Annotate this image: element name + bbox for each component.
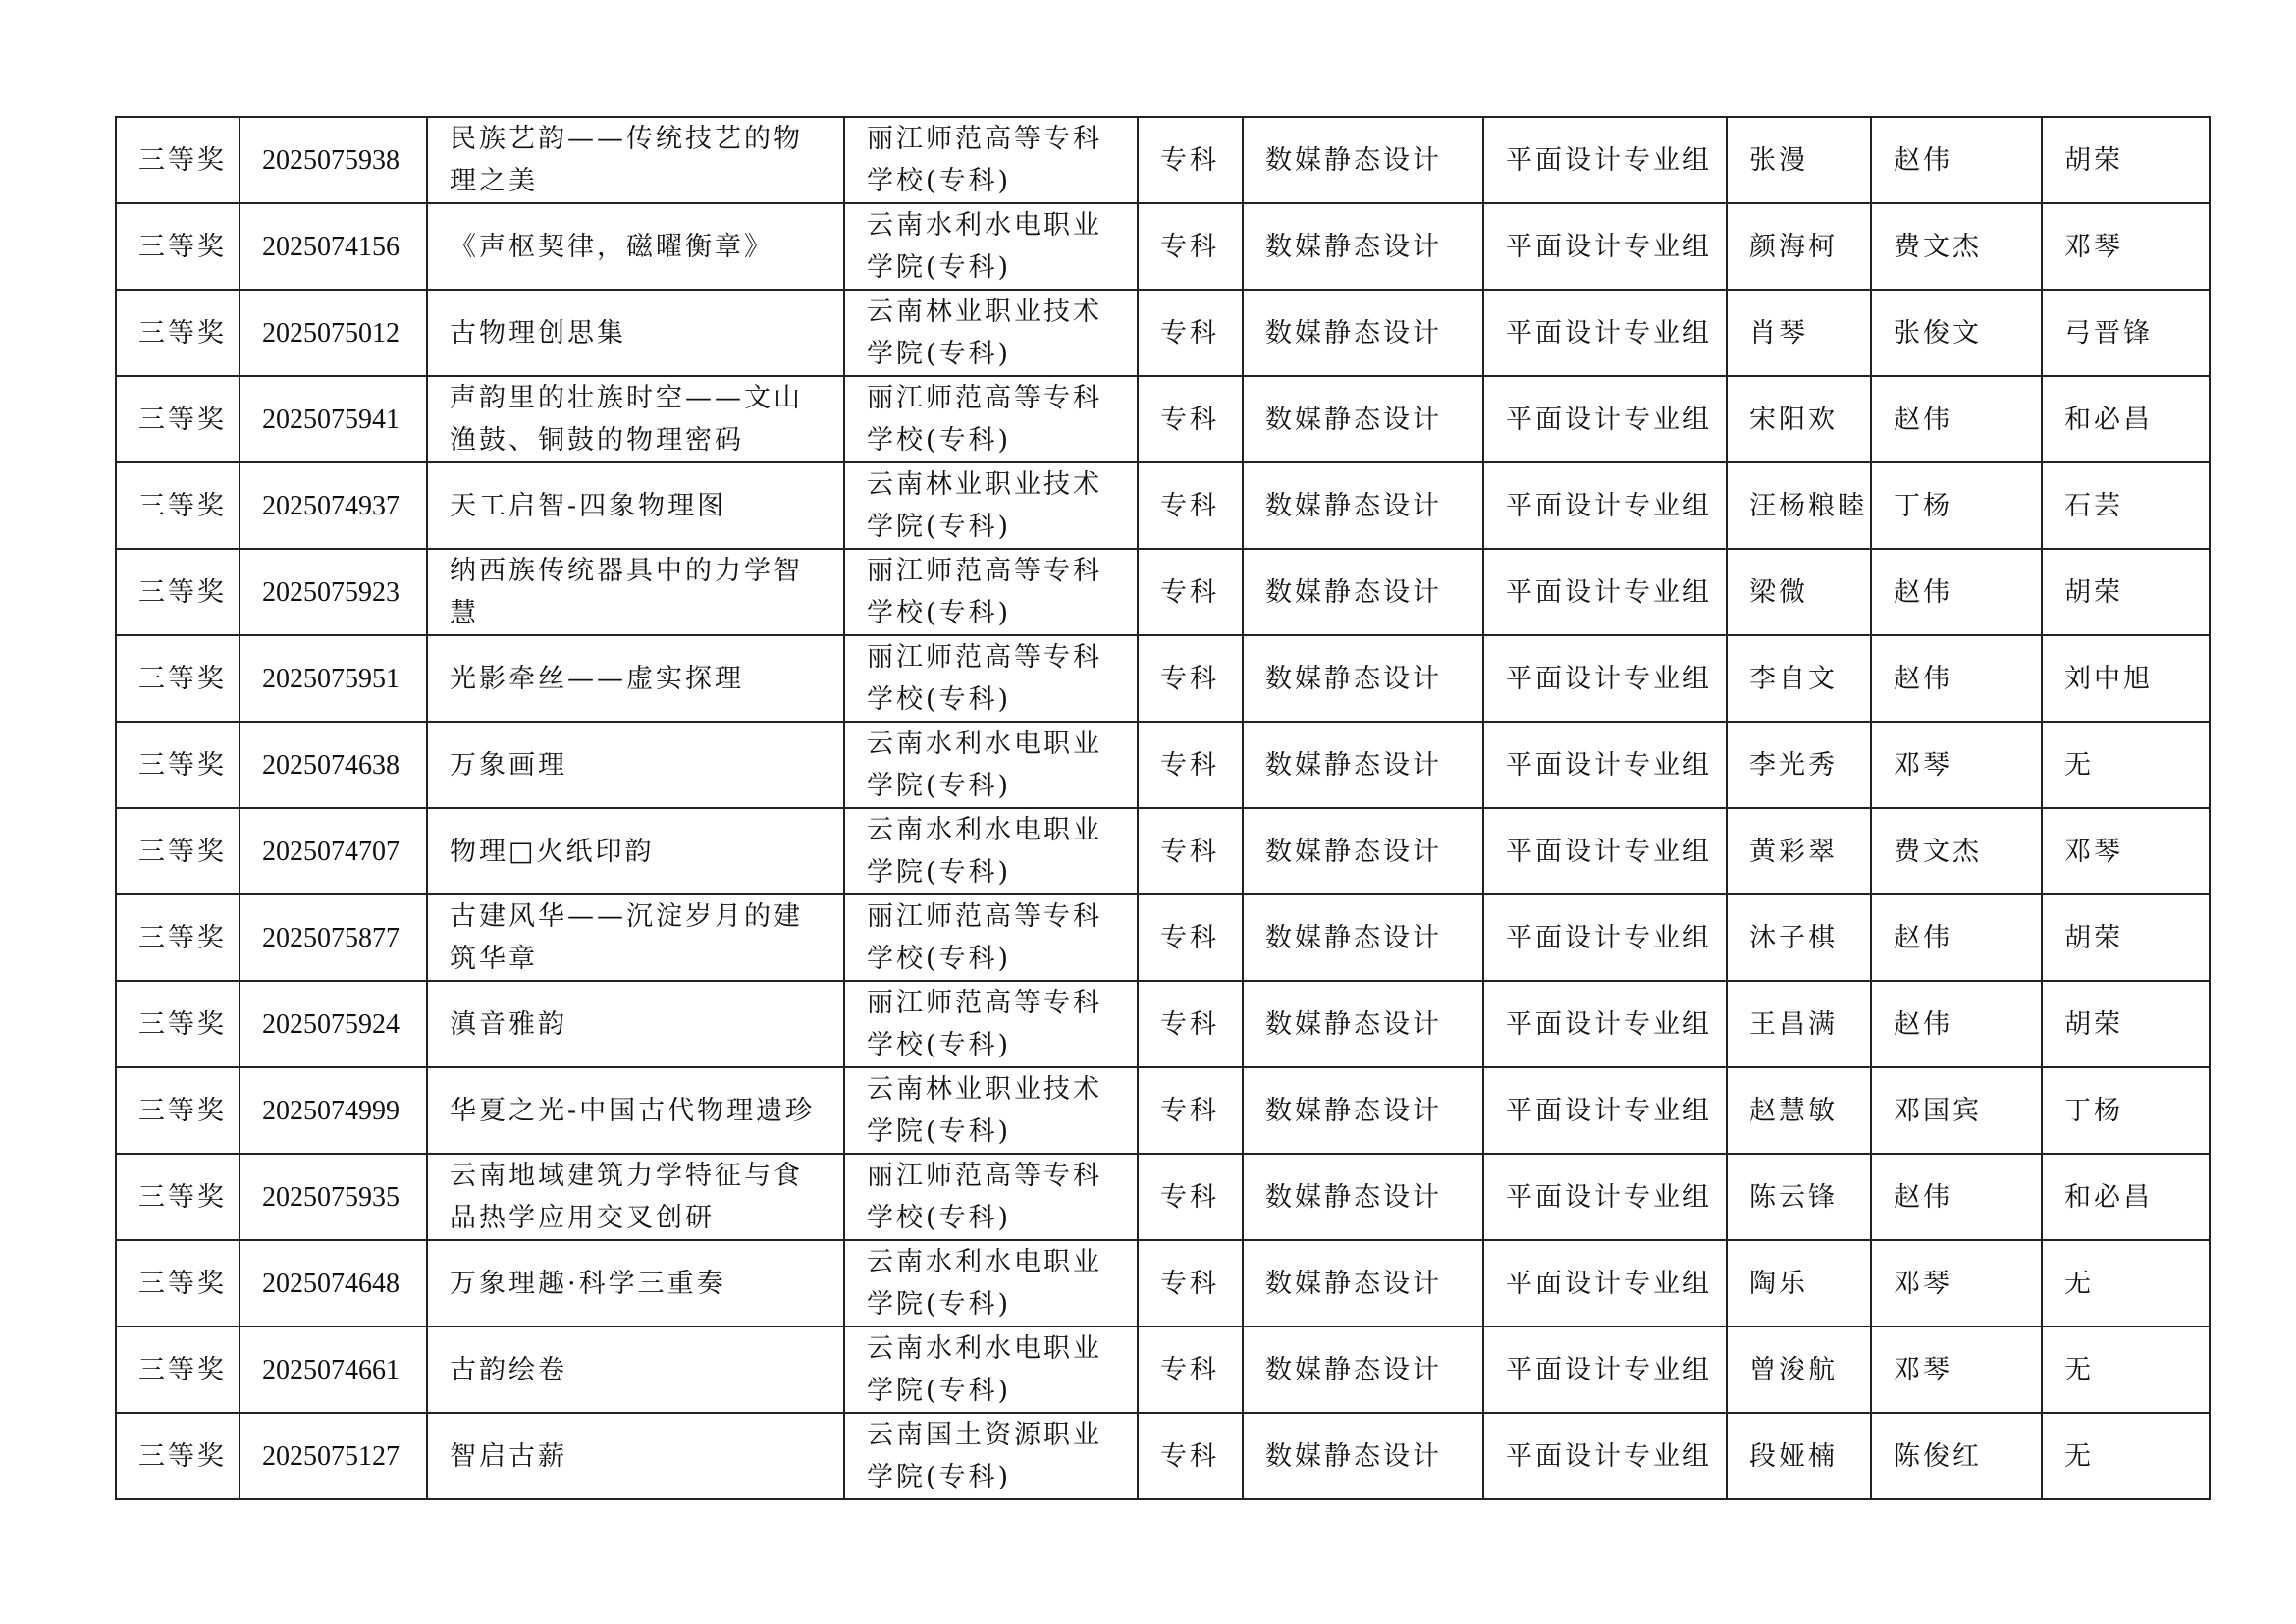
award-cell: 三等奖 [116,981,240,1067]
group-cell: 平面设计专业组 [1483,117,1727,203]
table-row [116,203,2210,290]
school-cell: 云南水利水电职业学院(专科) [844,1240,1138,1326]
author-cell: 沐子棋 [1727,894,1871,981]
advisor-2-cell: 胡荣 [2042,549,2210,635]
title-cell: 天工启智-四象物理图 [427,462,844,549]
level-cell: 专科 [1138,117,1243,203]
group-cell: 平面设计专业组 [1483,808,1727,894]
advisor-1-cell: 丁杨 [1871,462,2042,549]
title-cell: 古物理创思集 [427,290,844,376]
title-cell: 华夏之光-中国古代物理遗珍 [427,1067,844,1154]
title-cell: 古建风华——沉淀岁月的建筑华章 [427,894,844,981]
advisor-2-cell: 和必昌 [2042,376,2210,462]
category-cell: 数媒静态设计 [1243,981,1483,1067]
award-cell: 三等奖 [116,1067,240,1154]
advisor-2-cell: 无 [2042,722,2210,808]
award-cell: 三等奖 [116,808,240,894]
author-cell: 赵慧敏 [1727,1067,1871,1154]
advisor-1-cell: 邓国宾 [1871,1067,2042,1154]
advisor-2-cell: 弓晋锋 [2042,290,2210,376]
table-row [116,894,2210,981]
category-cell: 数媒静态设计 [1243,290,1483,376]
author-cell: 张漫 [1727,117,1871,203]
award-cell: 三等奖 [116,1154,240,1240]
advisor-2-cell: 无 [2042,1240,2210,1326]
school-cell: 云南水利水电职业学院(专科) [844,722,1138,808]
category-cell: 数媒静态设计 [1243,117,1483,203]
level-cell: 专科 [1138,635,1243,722]
author-cell: 王昌满 [1727,981,1871,1067]
entry-id-cell: 2025075877 [240,894,427,981]
category-cell: 数媒静态设计 [1243,635,1483,722]
level-cell: 专科 [1138,1240,1243,1326]
level-cell: 专科 [1138,1154,1243,1240]
group-cell: 平面设计专业组 [1483,203,1727,290]
level-cell: 专科 [1138,1326,1243,1413]
school-cell: 云南水利水电职业学院(专科) [844,808,1138,894]
group-cell: 平面设计专业组 [1483,1413,1727,1499]
school-cell: 云南林业职业技术学院(专科) [844,1067,1138,1154]
award-cell: 三等奖 [116,462,240,549]
award-cell: 三等奖 [116,203,240,290]
entry-id-cell: 2025074999 [240,1067,427,1154]
school-cell: 云南国土资源职业学院(专科) [844,1413,1138,1499]
author-cell: 陶乐 [1727,1240,1871,1326]
entry-id-cell: 2025075012 [240,290,427,376]
table-row [116,635,2210,722]
advisor-1-cell: 邓琴 [1871,1326,2042,1413]
advisor-2-cell: 丁杨 [2042,1067,2210,1154]
school-cell: 丽江师范高等专科学校(专科) [844,549,1138,635]
school-cell: 丽江师范高等专科学校(专科) [844,894,1138,981]
title-cell: 滇音雅韵 [427,981,844,1067]
level-cell: 专科 [1138,722,1243,808]
level-cell: 专科 [1138,981,1243,1067]
author-cell: 肖琴 [1727,290,1871,376]
title-cell: 万象画理 [427,722,844,808]
author-cell: 黄彩翠 [1727,808,1871,894]
advisor-2-cell: 石芸 [2042,462,2210,549]
table-body [116,117,2210,1499]
level-cell: 专科 [1138,376,1243,462]
title-cell: 民族艺韵——传统技艺的物理之美 [427,117,844,203]
advisor-1-cell: 赵伟 [1871,981,2042,1067]
level-cell: 专科 [1138,203,1243,290]
entry-id-cell: 2025075935 [240,1154,427,1240]
table-row [116,1067,2210,1154]
entry-id-cell: 2025075923 [240,549,427,635]
table-row [116,462,2210,549]
advisor-1-cell: 邓琴 [1871,1240,2042,1326]
advisor-2-cell: 邓琴 [2042,808,2210,894]
advisor-2-cell: 和必昌 [2042,1154,2210,1240]
group-cell: 平面设计专业组 [1483,1326,1727,1413]
category-cell: 数媒静态设计 [1243,1240,1483,1326]
category-cell: 数媒静态设计 [1243,203,1483,290]
award-cell: 三等奖 [116,1413,240,1499]
level-cell: 专科 [1138,1067,1243,1154]
advisor-1-cell: 陈俊红 [1871,1413,2042,1499]
advisor-2-cell: 胡荣 [2042,981,2210,1067]
author-cell: 李光秀 [1727,722,1871,808]
author-cell: 段娅楠 [1727,1413,1871,1499]
advisor-1-cell: 赵伟 [1871,117,2042,203]
advisor-1-cell: 赵伟 [1871,1154,2042,1240]
group-cell: 平面设计专业组 [1483,376,1727,462]
category-cell: 数媒静态设计 [1243,1154,1483,1240]
category-cell: 数媒静态设计 [1243,376,1483,462]
table-row [116,117,2210,203]
school-cell: 云南水利水电职业学院(专科) [844,1326,1138,1413]
entry-id-cell: 2025074937 [240,462,427,549]
entry-id-cell: 2025074661 [240,1326,427,1413]
level-cell: 专科 [1138,462,1243,549]
level-cell: 专科 [1138,894,1243,981]
title-cell: 智启古薪 [427,1413,844,1499]
level-cell: 专科 [1138,290,1243,376]
author-cell: 李自文 [1727,635,1871,722]
level-cell: 专科 [1138,1413,1243,1499]
school-cell: 丽江师范高等专科学校(专科) [844,981,1138,1067]
school-cell: 丽江师范高等专科学校(专科) [844,376,1138,462]
award-cell: 三等奖 [116,635,240,722]
author-cell: 梁微 [1727,549,1871,635]
entry-id-cell: 2025075941 [240,376,427,462]
level-cell: 专科 [1138,549,1243,635]
advisor-1-cell: 赵伟 [1871,549,2042,635]
award-cell: 三等奖 [116,376,240,462]
group-cell: 平面设计专业组 [1483,1154,1727,1240]
author-cell: 颜海柯 [1727,203,1871,290]
category-cell: 数媒静态设计 [1243,462,1483,549]
category-cell: 数媒静态设计 [1243,808,1483,894]
table-row [116,1326,2210,1413]
title-cell: 万象理趣·科学三重奏 [427,1240,844,1326]
category-cell: 数媒静态设计 [1243,894,1483,981]
advisor-1-cell: 赵伟 [1871,376,2042,462]
title-cell: 声韵里的壮族时空——文山渔鼓、铜鼓的物理密码 [427,376,844,462]
award-cell: 三等奖 [116,894,240,981]
advisor-1-cell: 赵伟 [1871,894,2042,981]
title-cell: 云南地域建筑力学特征与食品热学应用交叉创研 [427,1154,844,1240]
school-cell: 丽江师范高等专科学校(专科) [844,1154,1138,1240]
category-cell: 数媒静态设计 [1243,1326,1483,1413]
advisor-1-cell: 费文杰 [1871,808,2042,894]
advisor-1-cell: 费文杰 [1871,203,2042,290]
entry-id-cell: 2025074638 [240,722,427,808]
group-cell: 平面设计专业组 [1483,635,1727,722]
entry-id-cell: 2025074156 [240,203,427,290]
title-cell: 《声枢契律，磁曜衡章》 [427,203,844,290]
table-row [116,290,2210,376]
table-row [116,808,2210,894]
advisor-2-cell: 无 [2042,1326,2210,1413]
entry-id-cell: 2025075924 [240,981,427,1067]
entry-id-cell: 2025075938 [240,117,427,203]
advisor-1-cell: 邓琴 [1871,722,2042,808]
title-cell: 纳西族传统器具中的力学智慧 [427,549,844,635]
awards-table [115,116,2211,1500]
category-cell: 数媒静态设计 [1243,722,1483,808]
entry-id-cell: 2025074648 [240,1240,427,1326]
advisor-2-cell: 胡荣 [2042,894,2210,981]
group-cell: 平面设计专业组 [1483,290,1727,376]
award-cell: 三等奖 [116,290,240,376]
table-row [116,722,2210,808]
award-cell: 三等奖 [116,1240,240,1326]
group-cell: 平面设计专业组 [1483,462,1727,549]
school-cell: 丽江师范高等专科学校(专科) [844,635,1138,722]
entry-id-cell: 2025074707 [240,808,427,894]
table-row [116,1240,2210,1326]
school-cell: 丽江师范高等专科学校(专科) [844,117,1138,203]
title-cell: 古韵绘卷 [427,1326,844,1413]
table-row [116,376,2210,462]
school-cell: 云南林业职业技术学院(专科) [844,290,1138,376]
author-cell: 汪杨粮睦 [1727,462,1871,549]
advisor-2-cell: 邓琴 [2042,203,2210,290]
entry-id-cell: 2025075127 [240,1413,427,1499]
group-cell: 平面设计专业组 [1483,549,1727,635]
category-cell: 数媒静态设计 [1243,1413,1483,1499]
advisor-2-cell: 无 [2042,1413,2210,1499]
table-row [116,1154,2210,1240]
award-cell: 三等奖 [116,549,240,635]
group-cell: 平面设计专业组 [1483,894,1727,981]
group-cell: 平面设计专业组 [1483,981,1727,1067]
entry-id-cell: 2025075951 [240,635,427,722]
title-cell: 光影牵丝——虚实探理 [427,635,844,722]
advisor-2-cell: 刘中旭 [2042,635,2210,722]
level-cell: 专科 [1138,808,1243,894]
advisor-1-cell: 张俊文 [1871,290,2042,376]
category-cell: 数媒静态设计 [1243,549,1483,635]
table-row [116,549,2210,635]
author-cell: 宋阳欢 [1727,376,1871,462]
group-cell: 平面设计专业组 [1483,1067,1727,1154]
award-cell: 三等奖 [116,117,240,203]
group-cell: 平面设计专业组 [1483,722,1727,808]
category-cell: 数媒静态设计 [1243,1067,1483,1154]
school-cell: 云南林业职业技术学院(专科) [844,462,1138,549]
advisor-2-cell: 胡荣 [2042,117,2210,203]
table-row [116,981,2210,1067]
author-cell: 陈云锋 [1727,1154,1871,1240]
award-cell: 三等奖 [116,1326,240,1413]
award-cell: 三等奖 [116,722,240,808]
table-row [116,1413,2210,1499]
title-cell: 物理□火纸印韵 [427,808,844,894]
advisor-1-cell: 赵伟 [1871,635,2042,722]
group-cell: 平面设计专业组 [1483,1240,1727,1326]
school-cell: 云南水利水电职业学院(专科) [844,203,1138,290]
author-cell: 曾浚航 [1727,1326,1871,1413]
